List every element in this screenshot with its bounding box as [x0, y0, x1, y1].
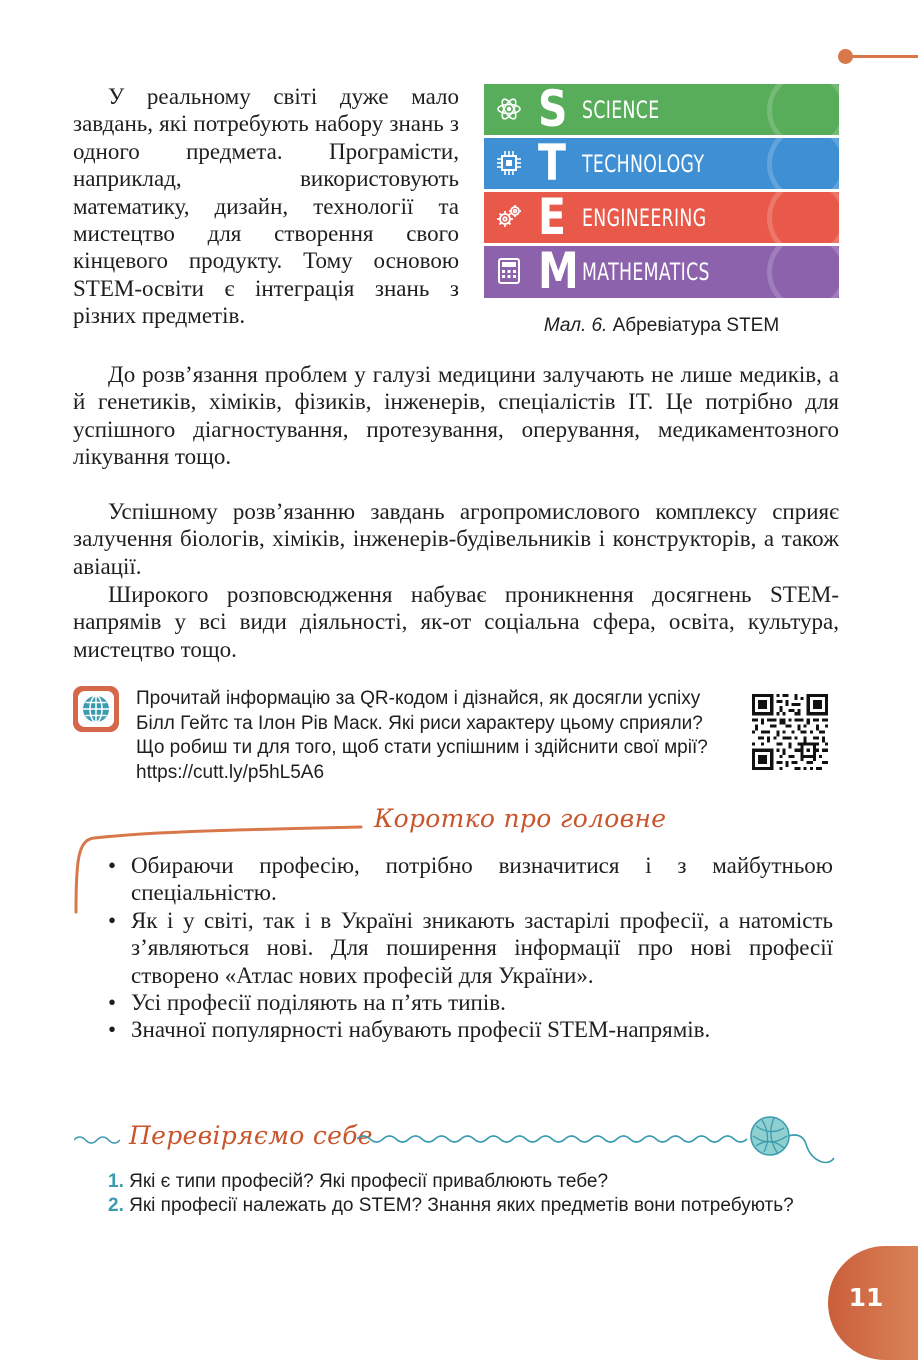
calculator-icon — [496, 258, 522, 284]
wave-decor-right — [357, 1131, 752, 1147]
chip-icon — [496, 150, 522, 176]
question-text: Які є типи професій? Які професії приваблюють тебе? — [129, 1171, 609, 1192]
summary-list — [106, 852, 833, 1044]
summary-title: Коротко про головне — [374, 804, 667, 833]
figure-caption — [484, 315, 839, 337]
figure-caption-label: Мал. 6. — [543, 315, 608, 336]
yarn-ball-icon — [748, 1114, 838, 1170]
atom-icon — [496, 96, 522, 122]
question-number: 2. — [108, 1195, 124, 1216]
stem-word-mathematics: MATHEMATICS — [582, 258, 710, 286]
stem-word-science: SCIENCE — [582, 96, 660, 124]
stem-figure — [484, 84, 839, 298]
stem-letter-e: E — [538, 192, 567, 243]
figure-caption-text: Абревіатура STEM — [612, 315, 780, 336]
paragraph-agro: Успішному розв’язанню завдань агропромислового комплексу сприяє залучення біологів, хіміків, інженерів-будівельників і конструкторів, а також авіації. — [73, 499, 839, 579]
summary-item: • Значної популярності набувають професії STEM-напрямів. — [106, 1016, 833, 1043]
stem-letter-t: T — [538, 138, 566, 189]
paragraph-medicine: До розв’язання проблем у галузі медицини залучають не лише медиків, а й генетиків, хіміків, фізиків, інженерів, спеціалістів ІТ. Це потрібно для успішного діагностування, протезування, оперування, медикаментозного лікування тощо. — [73, 362, 839, 470]
stem-letter-m: M — [538, 246, 579, 298]
summary-item: • Обираючи професію, потрібно визначитися і з майбутньою спеціальністю. — [106, 852, 833, 907]
stem-word-technology: TECHNOLOGY — [582, 150, 705, 178]
paragraph-spread: Широкого розповсюдження набуває проникнення досягнень STEM-напрямів у всі види діяльності, як-от соціальна сфера, освіта, культура, мистецтво тощо. — [73, 582, 839, 662]
page-number: 11 — [848, 1283, 884, 1312]
questions-block — [73, 1170, 839, 1218]
check-yourself-title: Перевіряємо себе — [129, 1121, 373, 1150]
stem-word-engineering: ENGINEERING — [582, 204, 707, 232]
summary-item: • Усі професії поділяють на п’ять типів. — [106, 989, 833, 1016]
stem-band-engineering — [484, 192, 839, 243]
question-2 — [73, 1194, 839, 1218]
wave-decor-left — [74, 1133, 120, 1147]
intro-paragraph: У реальному світі дуже мало завдань, які потребують набору знань з одного предмета. Програмісти, наприклад, використовують математику, дизайн, технології та мистецтво для створення свого кінцевого продукту. Тому основою STEM-освіти є інтеграція знань з різних предметів. — [73, 84, 459, 329]
globe-icon-badge — [73, 686, 119, 732]
stem-band-mathematics — [484, 246, 839, 298]
gears-icon — [496, 204, 522, 230]
stem-band-technology — [484, 138, 839, 189]
qr-instruction-text: Прочитай інформацію за QR-кодом і дізнайся, як досягли успіху Білл Гейтс та Ілон Рів Маск. Які риси характеру цьому сприяли? Що робиш ти для того, щоб стати успішним і здійснити свої мрії? https://cutt.ly/p5hL5A6 — [136, 688, 708, 783]
header-accent-dot — [838, 49, 853, 64]
question-text: Які професії належать до STEM? Знання яких предметів вони потребують? — [129, 1195, 794, 1216]
qr-code[interactable] — [752, 694, 828, 770]
question-1 — [73, 1170, 839, 1194]
globe-icon — [81, 694, 111, 724]
header-accent-line — [846, 55, 918, 58]
summary-item: • Як і у світі, так і в Україні зникають застарілі професії, а натомість з’являються нові. Для поширення інформації про нові професії створено «Атлас нових професій для України». — [106, 907, 833, 989]
question-number: 1. — [108, 1171, 124, 1192]
stem-band-science — [484, 84, 839, 135]
stem-letter-s: S — [538, 84, 568, 135]
